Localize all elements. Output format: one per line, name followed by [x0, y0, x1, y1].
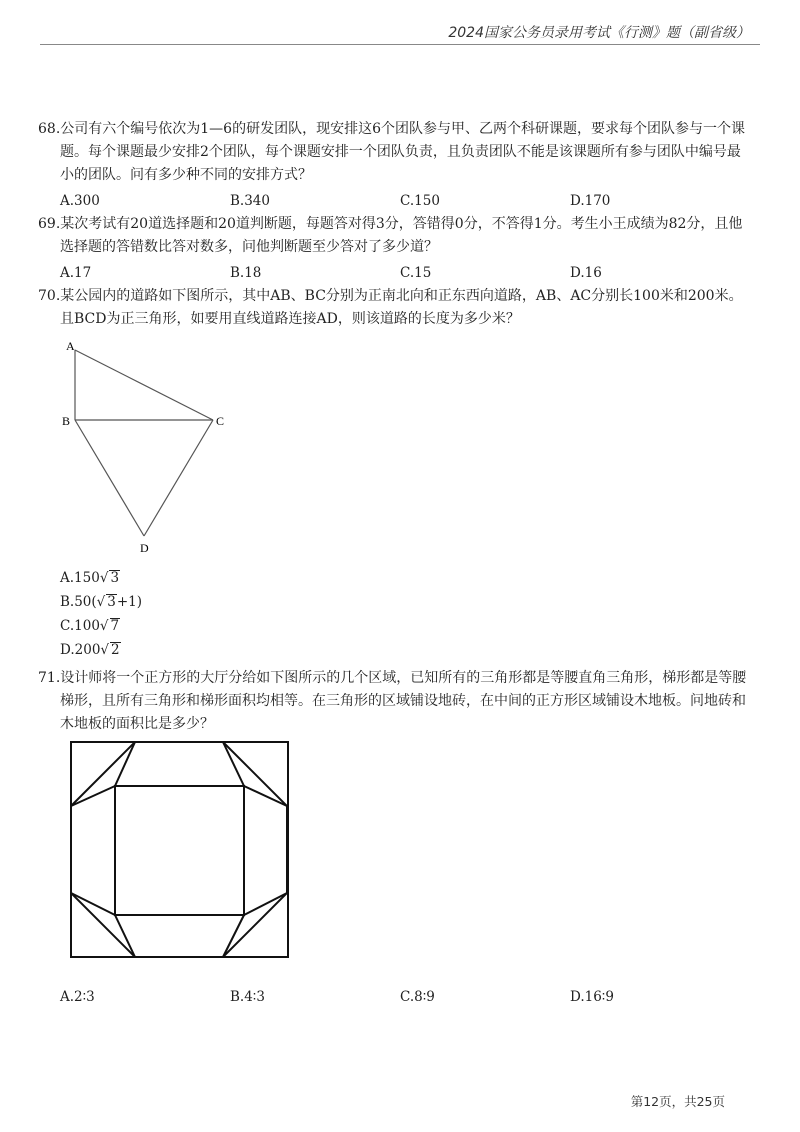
- option-b: B.50(√ 3+1): [60, 594, 143, 610]
- label-b: B: [62, 414, 71, 428]
- question-69-options: [38, 262, 750, 285]
- question-71: [38, 667, 750, 736]
- road-ac: [75, 350, 213, 420]
- option-c: C.15: [400, 265, 432, 281]
- option-a: A.17: [60, 265, 92, 281]
- question-68-text: 68.公司有六个编号依次为1—6的研发团队，现安排这6个团队参与甲、乙两个科研课题，要求每个团队参与一个课题。每个课题最少安排2个团队，每个课题安排一个团队负责，且负责团队不能是该课题所有参与团队中编号最小的团队。问有多少种不同的安排方式？: [38, 121, 745, 183]
- option-d: D.16: [570, 265, 602, 281]
- option-b: B.340: [230, 193, 270, 209]
- hall-diagram: [70, 741, 290, 959]
- road-bd: [75, 420, 144, 536]
- option-a: A.2∶3: [60, 989, 95, 1005]
- divider-line: [71, 893, 115, 915]
- divider-line: [71, 786, 115, 806]
- question-69-text: 69.某次考试有20道选择题和20道判断题，每题答对得3分，答错得0分，不答得1分。考生小王成绩为82分，且他选择题的答错数比答对数多，问他判断题至少答对了多少道？: [38, 216, 743, 255]
- question-71-text: 71.设计师将一个正方形的大厅分给如下图所示的几个区域，已知所有的三角形都是等腰直角三角形，梯形都是等腰梯形，且所有三角形和梯形面积均相等。在三角形的区域铺设地砖，在中间的正方形区域铺设木地板。问地砖和木地板的面积比是多少？: [38, 670, 747, 732]
- page-header: 2024国家公务员录用考试《行测》题（副省级）: [448, 25, 750, 41]
- octagon-outline: [71, 742, 287, 957]
- question-68: [38, 118, 750, 213]
- divider-line: [244, 786, 287, 806]
- divider-line: [115, 915, 135, 957]
- question-70: [38, 285, 750, 331]
- option-d: D.200√ 2: [60, 642, 120, 658]
- divider-line: [244, 893, 287, 915]
- option-b: B.18: [230, 265, 262, 281]
- question-69: [38, 213, 750, 285]
- option-a: A.300: [60, 193, 100, 209]
- option-a: A.150√ 3: [60, 570, 120, 586]
- page-number: 第12页，共25页: [630, 1094, 725, 1109]
- question-71-options: [38, 986, 750, 1009]
- label-a: A: [66, 339, 75, 353]
- option-c: C.8∶9: [400, 989, 435, 1005]
- header-divider: [40, 44, 760, 45]
- option-d: D.16∶9: [570, 989, 614, 1005]
- question-70-options: [38, 566, 750, 662]
- road-diagram: [55, 336, 235, 561]
- road-cd: [144, 420, 213, 536]
- label-d: D: [140, 541, 149, 555]
- option-d: D.170: [570, 193, 611, 209]
- option-c: C.150: [400, 193, 440, 209]
- divider-line: [223, 742, 244, 786]
- option-c: C.100√ 7: [60, 618, 120, 634]
- inner-square: [115, 786, 244, 915]
- question-70-text: 70.某公园内的道路如下图所示，其中AB、BC分别为正南北向和正东西向道路，AB、AC分别长100米和200米。且BCD为正三角形，如要用直线道路连接AD，则该道路的长度为多少米？: [38, 288, 743, 327]
- divider-line: [223, 915, 244, 957]
- divider-line: [115, 742, 135, 786]
- option-b: B.4∶3: [230, 989, 265, 1005]
- label-c: C: [216, 414, 225, 428]
- question-68-options: [38, 190, 750, 213]
